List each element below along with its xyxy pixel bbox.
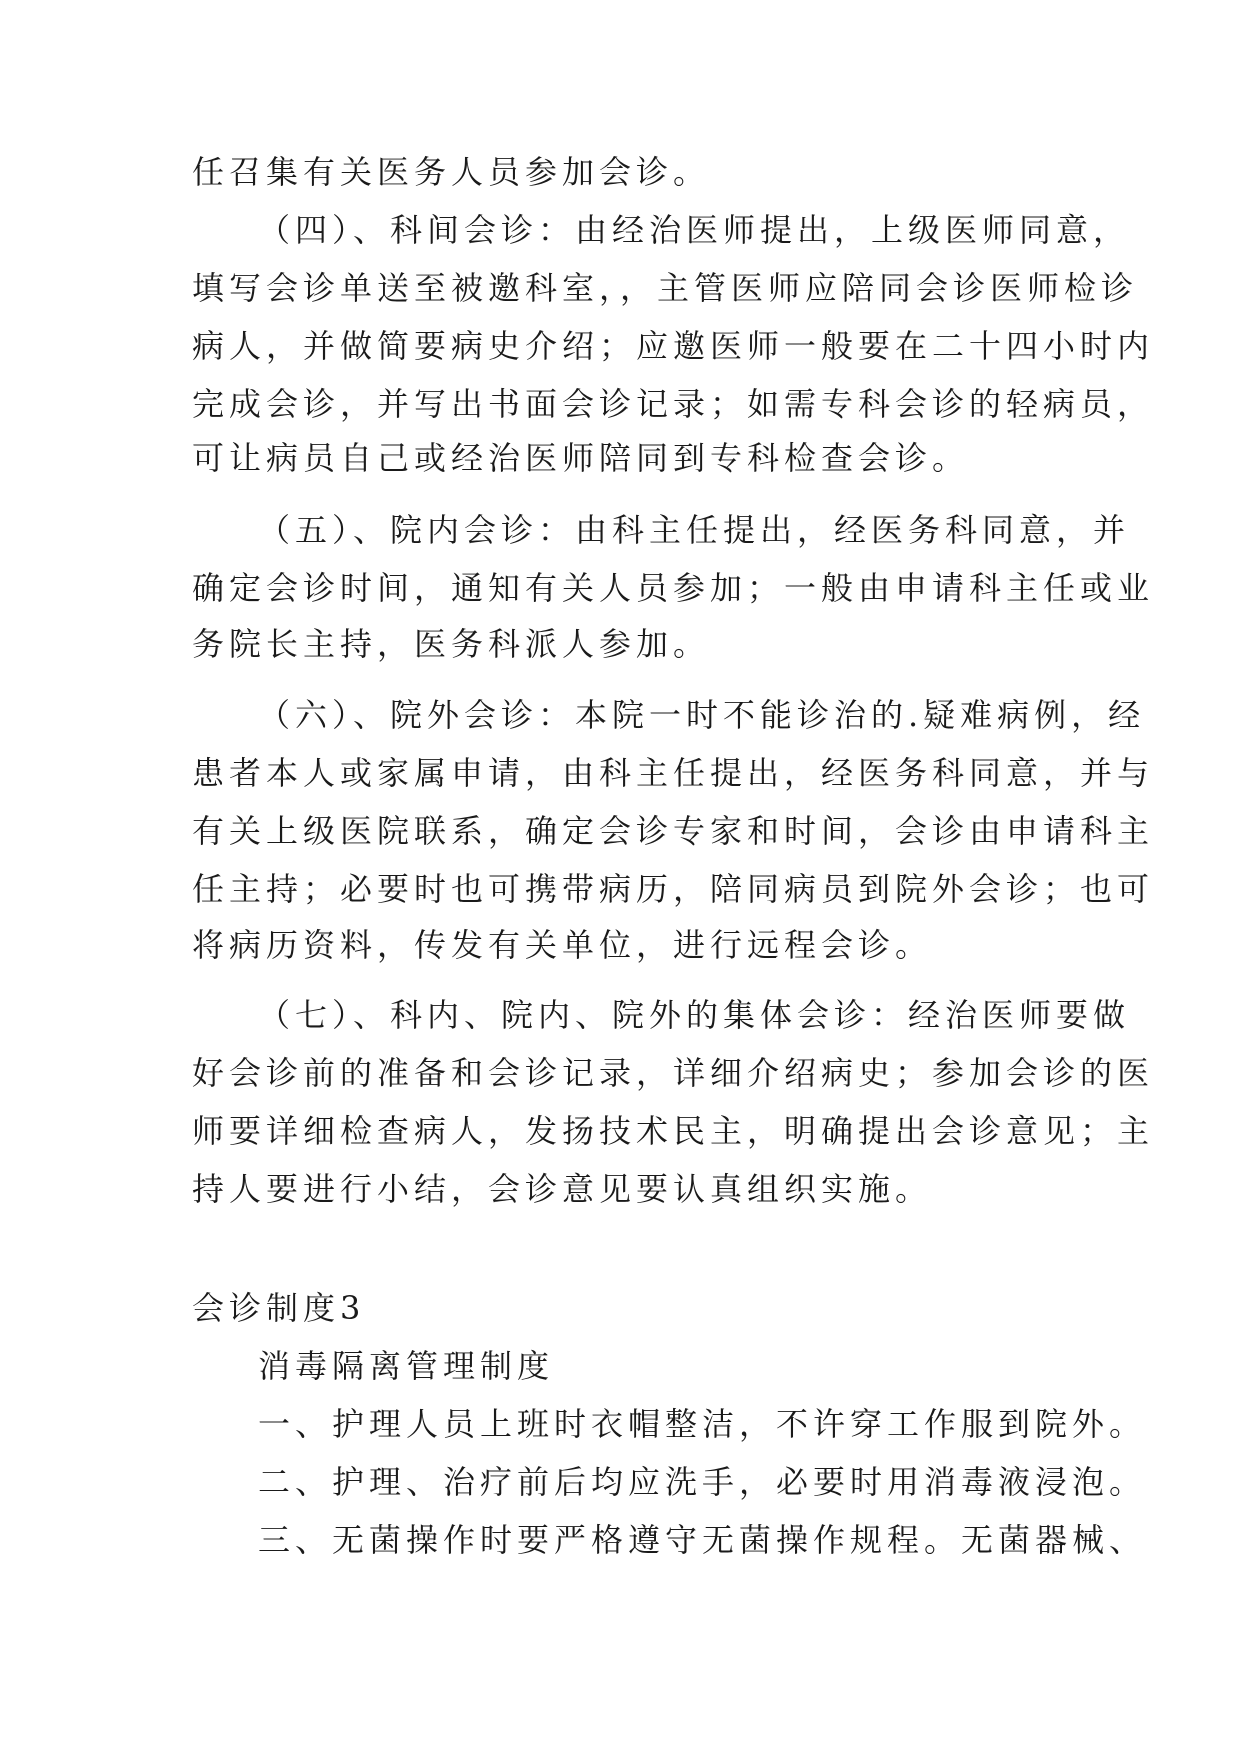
paragraph-line: 确定会诊时间，通知有关人员参加；一般由申请科主任或业: [192, 569, 1155, 607]
paragraph-line: 病人，并做简要病史介绍；应邀医师一般要在二十四小时内: [192, 327, 1155, 365]
paragraph-line: 填写会诊单送至被邀科室，，主管医师应陪同会诊医师检诊: [192, 269, 1139, 307]
paragraph-line: 任主持；必要时也可携带病历，陪同病员到院外会诊；也可: [192, 870, 1155, 908]
paragraph-line: 可让病员自己或经治医师陪同到专科检查会诊。: [192, 439, 970, 477]
rule-item: 二、护理、治疗前后均应洗手，必要时用消毒液浸泡。: [258, 1463, 1147, 1501]
paragraph-line: （五）、院内会诊：由科主任提出，经医务科同意，并: [258, 511, 1131, 549]
paragraph-line: （四）、科间会诊：由经治医师提出，上级医师同意，: [258, 211, 1131, 249]
paragraph-line: 将病历资料，传发有关单位，进行远程会诊。: [192, 926, 933, 964]
paragraph-line: 完成会诊，并写出书面会诊记录；如需专科会诊的轻病员，: [192, 385, 1155, 423]
paragraph-line: （六）、院外会诊：本院一时不能诊治的.疑难病例，经: [258, 696, 1146, 734]
paragraph-line: 持人要进行小结，会诊意见要认真组织实施。: [192, 1170, 933, 1208]
section-title: 消毒隔离管理制度: [258, 1347, 555, 1385]
rule-item: 一、护理人员上班时衣帽整洁，不许穿工作服到院外。: [258, 1405, 1147, 1443]
rule-item: 三、无菌操作时要严格遵守无菌操作规程。无菌器械、: [258, 1521, 1147, 1559]
paragraph-line: （七）、科内、院内、院外的集体会诊：经治医师要做: [258, 996, 1131, 1034]
paragraph-line: 师要详细检查病人，发扬技术民主，明确提出会诊意见；主: [192, 1112, 1155, 1150]
paragraph-line: 务院长主持，医务科派人参加。: [192, 625, 711, 663]
paragraph-line: 有关上级医院联系，确定会诊专家和时间，会诊由申请科主: [192, 812, 1155, 850]
paragraph-line: 任召集有关医务人员参加会诊。: [192, 153, 711, 191]
paragraph-line: 患者本人或家属申请，由科主任提出，经医务科同意，并与: [192, 754, 1155, 792]
section-heading: 会诊制度3: [192, 1289, 366, 1327]
paragraph-line: 好会诊前的准备和会诊记录，详细介绍病史；参加会诊的医: [192, 1054, 1155, 1092]
